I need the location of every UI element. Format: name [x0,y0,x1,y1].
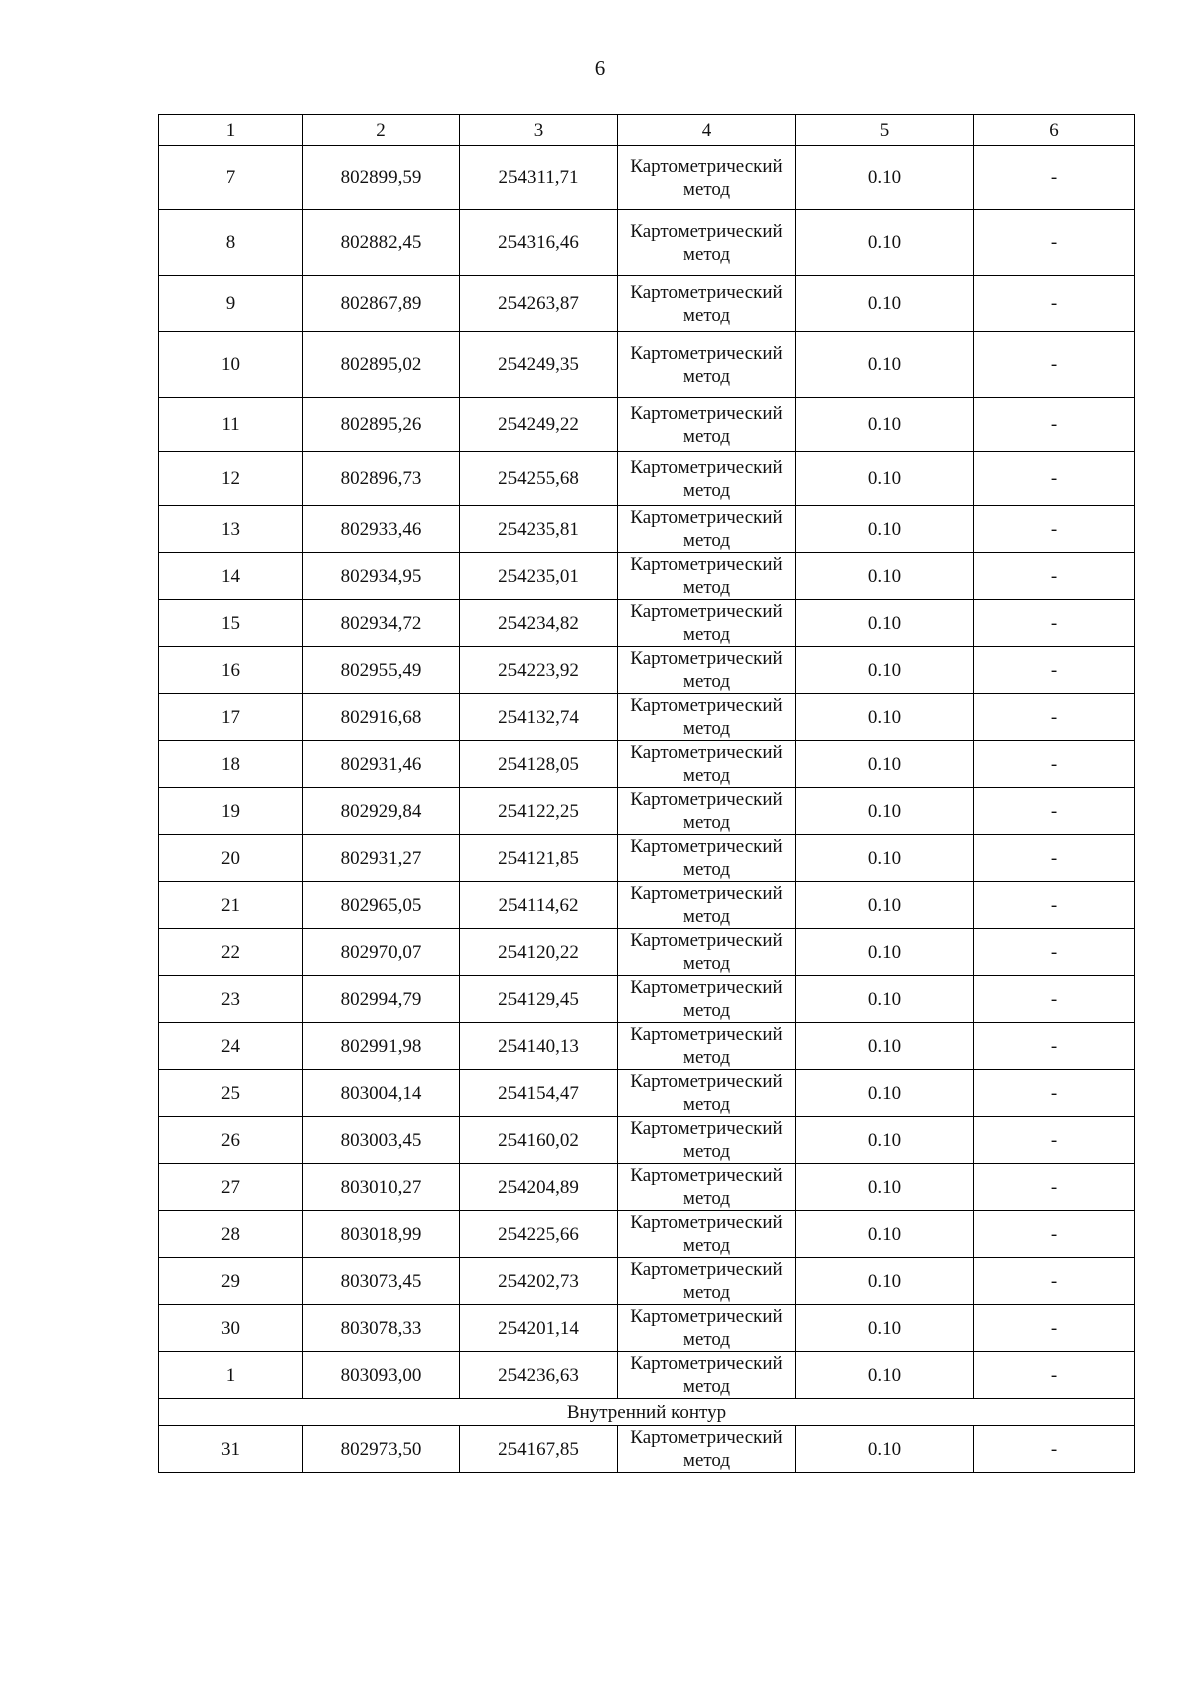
x-coordinate-cell: 802973,50 [303,1426,460,1473]
table-header-row [159,115,1135,146]
accuracy-cell: 0.10 [796,1426,974,1473]
method-text-line: метод [682,1282,731,1303]
point-number-cell: 1 [159,1352,303,1399]
note-cell: - [974,398,1135,452]
y-coordinate-cell: 254249,22 [460,398,618,452]
coordinates-table [158,114,1135,1473]
method-cell [618,1117,796,1164]
method-text-line: метод [682,1235,731,1256]
accuracy-cell: 0.10 [796,929,974,976]
method-text-line: Картометрический [630,977,783,998]
method-cell [618,452,796,506]
note-cell: - [974,332,1135,398]
note-cell: - [974,1305,1135,1352]
y-coordinate-cell: 254202,73 [460,1258,618,1305]
method-cell [618,1305,796,1352]
note-cell: - [974,210,1135,276]
method-text-line: Картометрический [630,648,783,669]
method-text-line: Картометрический [630,342,783,364]
note-cell: - [974,276,1135,332]
y-coordinate-cell: 254167,85 [460,1426,618,1473]
note-cell: - [974,1164,1135,1211]
method-text-line: метод [682,624,731,645]
accuracy-cell: 0.10 [796,1023,974,1070]
y-coordinate-cell: 254311,71 [460,146,618,210]
point-number-cell: 12 [159,452,303,506]
table-row [159,146,1135,210]
y-coordinate-cell: 254234,82 [460,600,618,647]
x-coordinate-cell: 802895,26 [303,398,460,452]
x-coordinate-cell: 802929,84 [303,788,460,835]
table-row [159,882,1135,929]
x-coordinate-cell: 803073,45 [303,1258,460,1305]
point-number-cell: 20 [159,835,303,882]
table-row [159,835,1135,882]
method-text-line: Картометрический [630,554,783,575]
note-cell: - [974,929,1135,976]
method-text-line: Картометрический [630,1427,783,1448]
method-text-line: Картометрический [630,789,783,810]
x-coordinate-cell: 802970,07 [303,929,460,976]
accuracy-cell: 0.10 [796,976,974,1023]
accuracy-cell: 0.10 [796,1352,974,1399]
x-coordinate-cell: 802899,59 [303,146,460,210]
method-text-line: Картометрический [630,1118,783,1139]
method-text-line: Картометрический [630,1259,783,1280]
note-cell: - [974,146,1135,210]
accuracy-cell: 0.10 [796,332,974,398]
method-text-line: метод [682,765,731,786]
accuracy-cell: 0.10 [796,741,974,788]
accuracy-cell: 0.10 [796,398,974,452]
note-cell: - [974,1023,1135,1070]
point-number-cell: 7 [159,146,303,210]
point-number-cell: 19 [159,788,303,835]
y-coordinate-cell: 254154,47 [460,1070,618,1117]
point-number-cell: 25 [159,1070,303,1117]
point-number-cell: 8 [159,210,303,276]
method-text-line: метод [682,243,731,265]
x-coordinate-cell: 802933,46 [303,506,460,553]
method-text-line: метод [682,178,731,200]
y-coordinate-cell: 254235,01 [460,553,618,600]
method-text-line: Картометрический [630,695,783,716]
method-text-line: метод [682,530,731,551]
column-header: 4 [618,115,796,146]
column-header: 3 [460,115,618,146]
method-text-line: Картометрический [630,507,783,528]
accuracy-cell: 0.10 [796,1070,974,1117]
table-row [159,1164,1135,1211]
method-cell [618,694,796,741]
table-row [159,600,1135,647]
accuracy-cell: 0.10 [796,452,974,506]
accuracy-cell: 0.10 [796,210,974,276]
point-number-cell: 28 [159,1211,303,1258]
y-coordinate-cell: 254235,81 [460,506,618,553]
method-text-line: метод [682,1094,731,1115]
method-cell [618,1023,796,1070]
point-number-cell: 14 [159,553,303,600]
point-number-cell: 31 [159,1426,303,1473]
method-text-line: Картометрический [630,1024,783,1045]
point-number-cell: 30 [159,1305,303,1352]
note-cell: - [974,835,1135,882]
method-cell [618,1164,796,1211]
point-number-cell: 29 [159,1258,303,1305]
x-coordinate-cell: 802955,49 [303,647,460,694]
note-cell: - [974,1426,1135,1473]
page-number: 6 [594,56,606,80]
table-row [159,1070,1135,1117]
point-number-cell: 22 [159,929,303,976]
method-cell [618,1070,796,1117]
table-row [159,553,1135,600]
table-row [159,452,1135,506]
point-number-cell: 17 [159,694,303,741]
method-cell [618,1352,796,1399]
x-coordinate-cell: 802931,46 [303,741,460,788]
accuracy-cell: 0.10 [796,1117,974,1164]
method-cell [618,332,796,398]
method-cell [618,882,796,929]
method-text-line: метод [682,577,731,598]
accuracy-cell: 0.10 [796,835,974,882]
method-text-line: Картометрический [630,883,783,904]
method-text-line: метод [682,1188,731,1209]
table-row [159,1352,1135,1399]
method-text-line: метод [682,1450,731,1471]
method-text-line: метод [682,1047,731,1068]
method-text-line: Картометрический [630,1212,783,1233]
point-number-cell: 16 [159,647,303,694]
y-coordinate-cell: 254316,46 [460,210,618,276]
table-row [159,976,1135,1023]
y-coordinate-cell: 254201,14 [460,1305,618,1352]
table-row [159,332,1135,398]
point-number-cell: 11 [159,398,303,452]
y-coordinate-cell: 254128,05 [460,741,618,788]
method-text-line: Картометрический [630,836,783,857]
point-number-cell: 27 [159,1164,303,1211]
method-text-line: Картометрический [630,1353,783,1374]
method-text-line: Картометрический [630,456,783,478]
table-row [159,276,1135,332]
method-cell [618,1258,796,1305]
accuracy-cell: 0.10 [796,788,974,835]
y-coordinate-cell: 254121,85 [460,835,618,882]
table-row [159,1426,1135,1473]
y-coordinate-cell: 254132,74 [460,694,618,741]
column-header: 6 [974,115,1135,146]
point-number-cell: 26 [159,1117,303,1164]
point-number-cell: 24 [159,1023,303,1070]
y-coordinate-cell: 254160,02 [460,1117,618,1164]
accuracy-cell: 0.10 [796,694,974,741]
table-row [159,694,1135,741]
method-text-line: метод [682,859,731,880]
accuracy-cell: 0.10 [796,1211,974,1258]
x-coordinate-cell: 803078,33 [303,1305,460,1352]
y-coordinate-cell: 254122,25 [460,788,618,835]
method-cell [618,647,796,694]
method-text-line: Картометрический [630,220,783,242]
point-number-cell: 23 [159,976,303,1023]
x-coordinate-cell: 802934,72 [303,600,460,647]
x-coordinate-cell: 802991,98 [303,1023,460,1070]
note-cell: - [974,1070,1135,1117]
point-number-cell: 15 [159,600,303,647]
table-row [159,788,1135,835]
column-header: 2 [303,115,460,146]
section-row [159,1399,1135,1426]
method-text-line: метод [682,906,731,927]
method-cell [618,146,796,210]
method-text-line: Картометрический [630,1165,783,1186]
note-cell: - [974,1117,1135,1164]
x-coordinate-cell: 803004,14 [303,1070,460,1117]
note-cell: - [974,741,1135,788]
table-row [159,506,1135,553]
table-row [159,741,1135,788]
accuracy-cell: 0.10 [796,553,974,600]
column-header: 5 [796,115,974,146]
note-cell: - [974,452,1135,506]
note-cell: - [974,882,1135,929]
note-cell: - [974,647,1135,694]
x-coordinate-cell: 803003,45 [303,1117,460,1164]
table-row [159,1258,1135,1305]
x-coordinate-cell: 803018,99 [303,1211,460,1258]
x-coordinate-cell: 802895,02 [303,332,460,398]
x-coordinate-cell: 802931,27 [303,835,460,882]
method-text-line: метод [682,812,731,833]
method-cell [618,976,796,1023]
x-coordinate-cell: 803010,27 [303,1164,460,1211]
note-cell: - [974,600,1135,647]
method-cell [618,788,796,835]
method-text-line: метод [682,953,731,974]
method-text-line: метод [682,479,731,501]
method-cell [618,398,796,452]
y-coordinate-cell: 254236,63 [460,1352,618,1399]
note-cell: - [974,1211,1135,1258]
column-header: 1 [159,115,303,146]
table-row [159,1117,1135,1164]
y-coordinate-cell: 254249,35 [460,332,618,398]
note-cell: - [974,1352,1135,1399]
note-cell: - [974,506,1135,553]
note-cell: - [974,976,1135,1023]
method-cell [618,210,796,276]
accuracy-cell: 0.10 [796,506,974,553]
table-row [159,398,1135,452]
y-coordinate-cell: 254263,87 [460,276,618,332]
accuracy-cell: 0.10 [796,1258,974,1305]
y-coordinate-cell: 254140,13 [460,1023,618,1070]
method-text-line: метод [682,1000,731,1021]
y-coordinate-cell: 254223,92 [460,647,618,694]
point-number-cell: 21 [159,882,303,929]
table-row [159,1023,1135,1070]
method-text-line: метод [682,304,731,326]
method-text-line: метод [682,425,731,447]
accuracy-cell: 0.10 [796,1305,974,1352]
table-row [159,1305,1135,1352]
method-text-line: Картометрический [630,1306,783,1327]
method-text-line: метод [682,1376,731,1397]
accuracy-cell: 0.10 [796,882,974,929]
x-coordinate-cell: 802934,95 [303,553,460,600]
y-coordinate-cell: 254114,62 [460,882,618,929]
method-text-line: Картометрический [630,402,783,424]
method-text-line: Картометрический [630,281,783,303]
x-coordinate-cell: 802882,45 [303,210,460,276]
method-cell [618,553,796,600]
method-text-line: Картометрический [630,601,783,622]
y-coordinate-cell: 254225,66 [460,1211,618,1258]
x-coordinate-cell: 803093,00 [303,1352,460,1399]
note-cell: - [974,1258,1135,1305]
section-label: Внутренний контур [159,1399,1135,1426]
method-cell [618,1426,796,1473]
method-cell [618,929,796,976]
method-text-line: метод [682,365,731,387]
method-text-line: метод [682,671,731,692]
table-row [159,210,1135,276]
y-coordinate-cell: 254129,45 [460,976,618,1023]
accuracy-cell: 0.10 [796,600,974,647]
note-cell: - [974,694,1135,741]
method-text-line: метод [682,1141,731,1162]
method-text-line: Картометрический [630,742,783,763]
x-coordinate-cell: 802994,79 [303,976,460,1023]
method-cell [618,835,796,882]
method-cell [618,1211,796,1258]
note-cell: - [974,553,1135,600]
table-row [159,647,1135,694]
point-number-cell: 9 [159,276,303,332]
accuracy-cell: 0.10 [796,146,974,210]
method-cell [618,506,796,553]
y-coordinate-cell: 254255,68 [460,452,618,506]
method-cell [618,276,796,332]
table-row [159,929,1135,976]
method-text-line: метод [682,1329,731,1350]
method-cell [618,741,796,788]
point-number-cell: 13 [159,506,303,553]
method-text-line: Картометрический [630,1071,783,1092]
x-coordinate-cell: 802916,68 [303,694,460,741]
x-coordinate-cell: 802896,73 [303,452,460,506]
x-coordinate-cell: 802965,05 [303,882,460,929]
accuracy-cell: 0.10 [796,1164,974,1211]
method-text-line: Картометрический [630,930,783,951]
accuracy-cell: 0.10 [796,276,974,332]
y-coordinate-cell: 254120,22 [460,929,618,976]
point-number-cell: 18 [159,741,303,788]
note-cell: - [974,788,1135,835]
y-coordinate-cell: 254204,89 [460,1164,618,1211]
method-text-line: метод [682,718,731,739]
x-coordinate-cell: 802867,89 [303,276,460,332]
method-text-line: Картометрический [630,155,783,177]
point-number-cell: 10 [159,332,303,398]
method-cell [618,600,796,647]
accuracy-cell: 0.10 [796,647,974,694]
table-row [159,1211,1135,1258]
